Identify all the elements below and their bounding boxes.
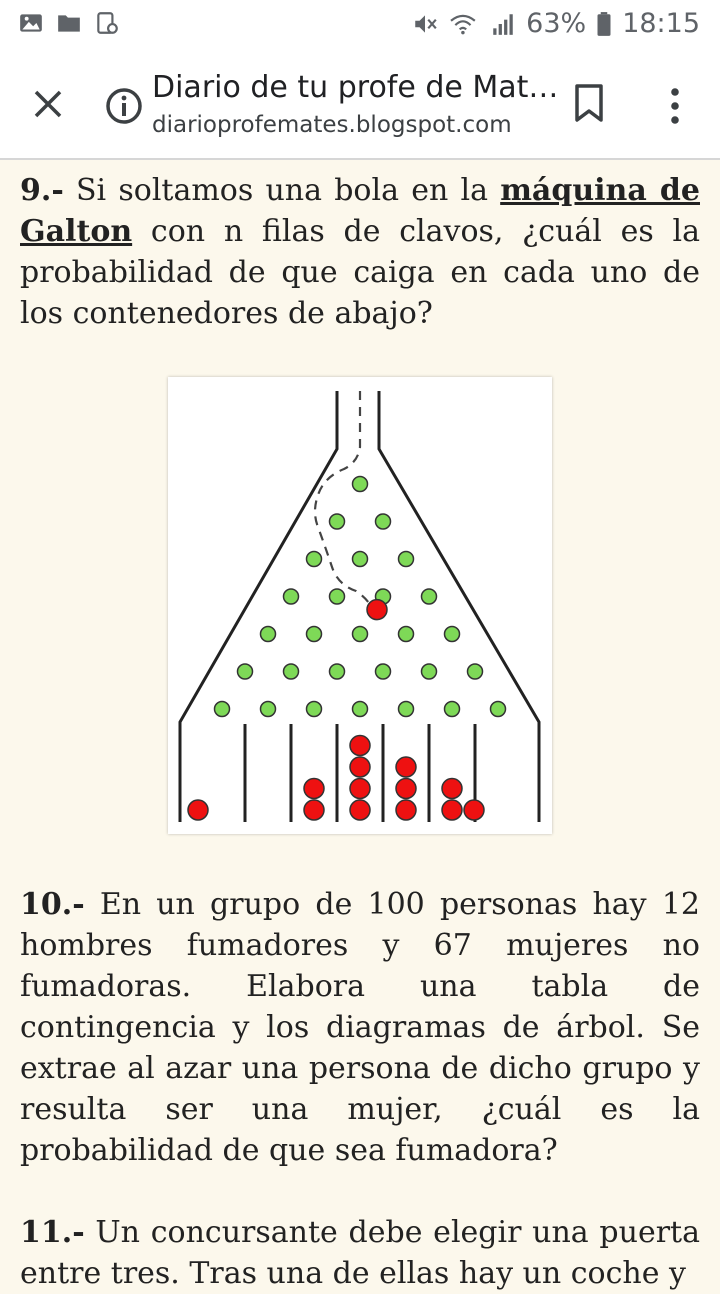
- battery-icon: [596, 11, 612, 37]
- bin-ball: [304, 779, 324, 799]
- folder-notification-icon: [56, 10, 82, 36]
- question-11-body: Un concursante debe elegir una puerta entre tres. Tras una de ellas hay un coche y: [20, 1215, 700, 1291]
- peg: [284, 589, 299, 604]
- bin-ball: [396, 757, 416, 777]
- bin-ball: [350, 779, 370, 799]
- peg: [261, 702, 276, 717]
- question-10-text: [20, 884, 700, 1171]
- peg: [307, 627, 322, 642]
- peg: [353, 477, 368, 492]
- bin-ball: [396, 779, 416, 799]
- ball-trajectory: [315, 391, 374, 611]
- question-9-text-after: con n filas de clavos, ¿cuál es la probabilidad de que caiga en cada uno de los contenedores de abajo?: [20, 214, 700, 331]
- peg: [261, 627, 276, 642]
- peg: [353, 627, 368, 642]
- falling-ball: [367, 600, 387, 620]
- signal-icon: [490, 11, 516, 37]
- peg: [284, 664, 299, 679]
- peg: [376, 664, 391, 679]
- peg: [330, 514, 345, 529]
- peg: [468, 664, 483, 679]
- peg: [376, 514, 391, 529]
- question-11-text: [20, 1212, 700, 1294]
- peg: [238, 664, 253, 679]
- bin-ball: [350, 800, 370, 820]
- close-icon[interactable]: [28, 84, 68, 124]
- screenshot-notification-icon: [94, 10, 120, 36]
- question-10-body: En un grupo de 100 personas hay 12 hombres fumadores y 67 mujeres no fumadoras. Elabora una tabla de contingencia y los diagramas de árbol. Se extrae al azar una persona de dicho grupo y resulta ser una mujer, ¿cuál es la probabilidad de que sea fumadora?: [20, 887, 700, 1168]
- peg: [330, 664, 345, 679]
- image-notification-icon: [18, 10, 44, 36]
- peg: [445, 702, 460, 717]
- bin-ball: [304, 800, 324, 820]
- peg: [399, 552, 414, 567]
- mute-icon: [412, 11, 438, 37]
- peg: [330, 589, 345, 604]
- bin-ball: [442, 779, 462, 799]
- peg: [399, 702, 414, 717]
- bin-ball: [464, 800, 484, 820]
- question-10-number: 10.-: [20, 887, 85, 922]
- status-left-icons: [18, 10, 120, 36]
- bin-ball: [396, 800, 416, 820]
- clock: 18:15: [622, 8, 700, 39]
- bin-ball: [442, 800, 462, 820]
- more-options-icon[interactable]: [655, 84, 695, 128]
- custom-tab-toolbar: [0, 50, 720, 160]
- question-9: [20, 170, 700, 334]
- status-bar: [0, 0, 720, 50]
- peg: [422, 589, 437, 604]
- peg: [422, 664, 437, 679]
- question-10: [20, 884, 700, 1171]
- bookmark-icon[interactable]: [570, 82, 608, 126]
- bin-ball: [188, 800, 208, 820]
- peg: [491, 702, 506, 717]
- peg: [399, 627, 414, 642]
- question-11-number: 11.-: [20, 1215, 85, 1250]
- funnel-left-wall: [180, 391, 337, 822]
- peg: [353, 702, 368, 717]
- peg: [215, 702, 230, 717]
- bin-ball: [350, 757, 370, 777]
- page-title: Diario de tu profe de Mat…: [152, 70, 559, 105]
- peg: [307, 702, 322, 717]
- question-11: [20, 1212, 700, 1294]
- peg: [307, 552, 322, 567]
- galton-board-illustration: [168, 377, 552, 834]
- question-9-text: [20, 170, 700, 334]
- info-icon[interactable]: [104, 86, 144, 126]
- galton-board-figure: [168, 377, 552, 834]
- question-9-text-before: Si soltamos una bola en la: [63, 173, 501, 208]
- bin-ball: [350, 736, 370, 756]
- peg: [445, 627, 460, 642]
- page-url: diarioprofemates.blogspot.com: [152, 112, 512, 138]
- galton-machine-link[interactable]: máquina de Galton: [20, 173, 700, 249]
- peg: [353, 552, 368, 567]
- battery-percent: 63%: [526, 8, 587, 39]
- status-right-icons: [412, 8, 700, 39]
- question-9-number: 9.-: [20, 173, 64, 208]
- wifi-icon: [448, 11, 480, 37]
